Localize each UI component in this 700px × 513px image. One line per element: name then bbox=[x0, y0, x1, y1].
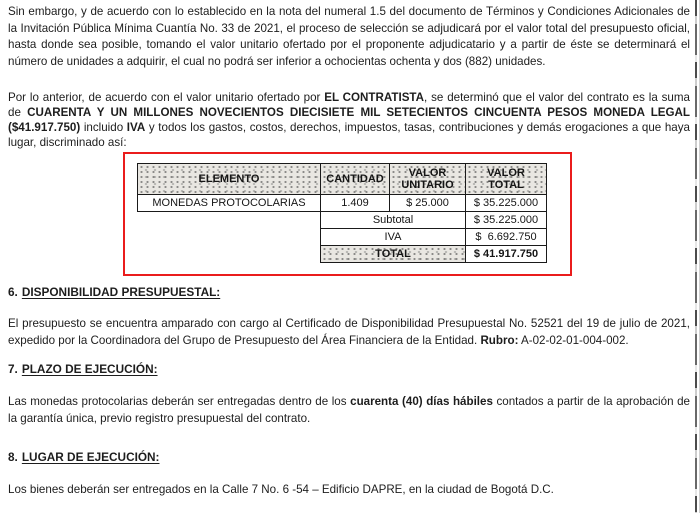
paragraph-line bbox=[8, 90, 690, 105]
red-annotation-rectangle bbox=[123, 152, 572, 276]
section-8-heading bbox=[8, 450, 159, 464]
text-run: y todos los gastos, costos, derechos, impuestos, tasas, contribuciones y demás erogaciones a que haya bbox=[145, 121, 690, 134]
empty-cell bbox=[138, 212, 321, 229]
paragraph-line bbox=[8, 316, 690, 333]
paragraph-line bbox=[8, 105, 690, 120]
text-run: incluido bbox=[80, 121, 127, 134]
table-header-row bbox=[138, 164, 547, 195]
text-run: El presupuesto se encuentra amparado con cargo al Certificado de Disponibilidad Presupuestal No. 52521 del 19 de julio de 2021, bbox=[8, 317, 690, 330]
cell-valor-unitario: $ 25.000 bbox=[390, 195, 466, 212]
paragraph-line bbox=[8, 333, 690, 350]
bold-text-run: ($41.917.750) bbox=[8, 121, 81, 134]
text-run: la Invitación Pública Mínima Cuantía No. 33 de 2021, el proceso de selección se adjudicará por el valor total del presupuesto oficial, bbox=[8, 21, 690, 35]
text-run: expedido por la Coordinadora del Grupo de Presupuesto del Área Financiera de la Entidad. bbox=[8, 333, 481, 347]
table-total-row bbox=[138, 246, 547, 263]
text-run: la garantía única, previo registro presupuestal del contrato. bbox=[8, 411, 311, 425]
text-run: , se determinó que el valor del contrato es la suma bbox=[424, 91, 690, 104]
paragraph-line bbox=[8, 411, 690, 428]
paragraph-contract-value bbox=[8, 90, 690, 150]
cell-cantidad: 1.409 bbox=[321, 195, 390, 212]
total-value-cell: $ 41.917.750 bbox=[466, 246, 547, 263]
paragraph-intro-terms bbox=[8, 4, 690, 70]
table-row bbox=[138, 195, 547, 212]
paragraph-lugar bbox=[8, 482, 690, 499]
text-run: A-02-02-01-004-002. bbox=[518, 333, 629, 347]
text-run: número de unidades a adquirir, el cual no podrá ser inferior a ochocientas ochenta y dos (882) unidades. bbox=[8, 54, 546, 68]
bold-text-run: IVA bbox=[126, 121, 146, 134]
scan-artifact-line bbox=[695, 0, 698, 513]
section-7-title: PLAZO DE EJECUCIÓN: bbox=[21, 362, 158, 376]
text-run: de bbox=[8, 106, 28, 119]
iva-value-cell: $ 6.692.750 bbox=[466, 229, 547, 246]
section-8-number: 8. bbox=[8, 450, 18, 464]
text-run: contados a partir de la aprobación de bbox=[492, 395, 690, 408]
paragraph-line bbox=[8, 120, 690, 135]
section-6-title: DISPONIBILIDAD PRESUPUESTAL: bbox=[21, 285, 221, 299]
header-valor-unitario: VALOR UNITARIO bbox=[390, 164, 466, 195]
text-run: Sin embargo, y de acuerdo con lo establecido en la nota del numeral 1.5 del documento de Términos y Condiciones Adicionales de bbox=[8, 5, 690, 18]
bold-text-run: Rubro: bbox=[480, 333, 519, 347]
table-iva-row bbox=[138, 229, 547, 246]
paragraph-line bbox=[8, 4, 690, 21]
cell-valor-total: $ 35.225.000 bbox=[466, 195, 547, 212]
paragraph-line bbox=[8, 37, 690, 54]
subtotal-label-cell: Subtotal bbox=[321, 212, 466, 229]
table-subtotal-row bbox=[138, 212, 547, 229]
bold-text-run: CUARENTA Y UN MILLONES NOVECIENTOS DIECISIETE MIL SETECIENTOS CINCUENTA PESOS MONEDA LEGAL bbox=[27, 106, 690, 119]
section-6-number: 6. bbox=[8, 285, 18, 299]
paragraph-line bbox=[8, 54, 690, 71]
section-7-number: 7. bbox=[8, 362, 18, 376]
section-7-heading bbox=[8, 362, 158, 376]
bold-text-run: EL CONTRATISTA bbox=[324, 91, 425, 104]
paragraph-line bbox=[8, 394, 690, 411]
header-elemento: ELEMENTO bbox=[138, 164, 321, 195]
paragraph-disponibilidad bbox=[8, 316, 690, 349]
paragraph-plazo bbox=[8, 394, 690, 427]
header-valor-total: VALOR TOTAL bbox=[466, 164, 547, 195]
header-cantidad: CANTIDAD bbox=[321, 164, 390, 195]
paragraph-line bbox=[8, 21, 690, 38]
total-label-cell: TOTAL bbox=[321, 246, 466, 263]
section-8-title: LUGAR DE EJECUCIÓN: bbox=[21, 450, 160, 464]
iva-label-cell: IVA bbox=[321, 229, 466, 246]
text-run: Los bienes deberán ser entregados en la Calle 7 No. 6 -54 – Edificio DAPRE, en la ciudad de Bogotá D.C. bbox=[8, 483, 554, 496]
section-6-heading bbox=[8, 285, 220, 299]
text-run: Las monedas protocolarias deberán ser entregadas dentro de los bbox=[8, 395, 351, 408]
paragraph-line bbox=[8, 135, 690, 150]
cell-elemento: MONEDAS PROTOCOLARIAS bbox=[138, 195, 321, 212]
paragraph-line bbox=[8, 482, 690, 499]
empty-cell bbox=[138, 229, 321, 246]
text-run: Por lo anterior, de acuerdo con el valor unitario ofertado por bbox=[8, 91, 325, 104]
value-breakdown-table bbox=[137, 163, 547, 263]
text-run: lugar, discriminado así: bbox=[8, 136, 127, 149]
empty-cell bbox=[138, 246, 321, 263]
text-run: hasta donde sea posible, tomando el valor unitario ofertado por el proponente adjudicatario y a partir de éste se determinará el bbox=[8, 38, 690, 51]
subtotal-value-cell: $ 35.225.000 bbox=[466, 212, 547, 229]
bold-text-run: cuarenta (40) días hábiles bbox=[350, 395, 493, 408]
